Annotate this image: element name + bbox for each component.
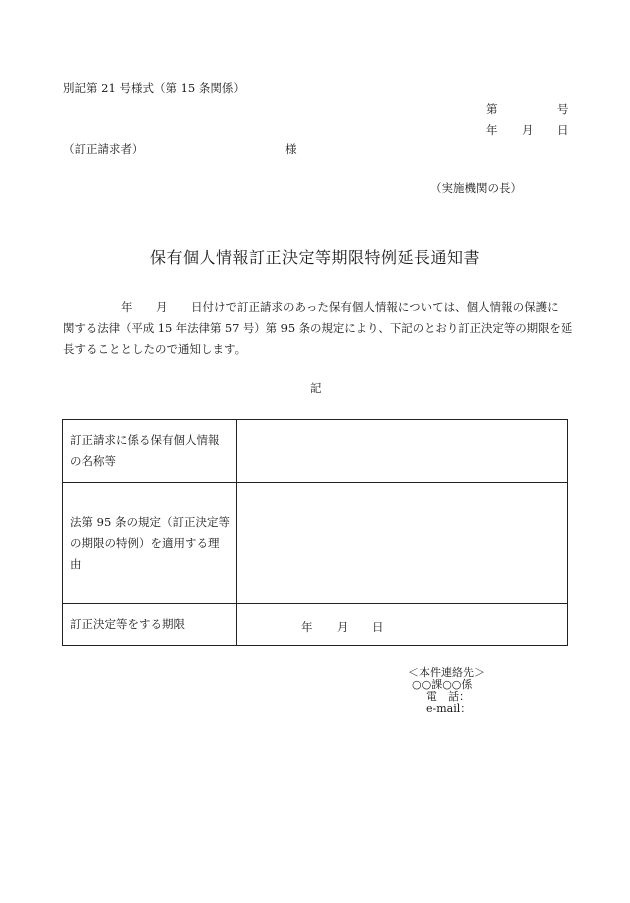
row1-label-line: 訂正請求に係る保有個人情報 (70, 433, 220, 447)
row2-label-line: 由 (70, 556, 82, 571)
body-line-2: 関する法律（平成 15 年法律第 57 号）第 95 条の規定により、下記のとおり訂正決定等の期限を延 (63, 321, 573, 335)
deadline-day: 日 (372, 620, 384, 634)
form-number-label: 別記第 21 号様式（第 15 条関係） (63, 81, 245, 95)
date-day: 日 (557, 123, 569, 137)
body-year: 年 (121, 300, 133, 314)
document-title: 保有個人情報訂正決定等期限特例延長通知書 (149, 248, 480, 267)
row2-label-line: の期限の特例）を適用する理 (70, 535, 220, 550)
body-line-1-rest: 日付けで訂正請求のあった保有個人情報については、個人情報の保護に (191, 300, 559, 314)
details-table (62, 419, 568, 646)
document-number-suffix: 号 (557, 102, 569, 116)
note-heading: 記 (310, 381, 322, 395)
body-line-3: 長することとしたので通知します。 (63, 342, 247, 356)
requester-label: （訂正請求者） (63, 142, 144, 156)
table-row-label (63, 483, 237, 604)
table-row (63, 483, 568, 604)
table-row-value (237, 604, 568, 646)
table-row (63, 420, 568, 483)
deadline-year: 年 (301, 620, 313, 634)
table-row-label (63, 420, 237, 483)
row1-label-line: の名称等 (70, 454, 116, 468)
contact-heading: ＜本件連絡先＞ (408, 666, 485, 679)
table-row-value (237, 483, 568, 604)
contact-section: ○○課○○係 (412, 678, 473, 691)
contact-email: e-mail： (426, 702, 472, 715)
date-year: 年 (486, 123, 498, 137)
table-row-label: 訂正決定等をする期限 (63, 604, 237, 646)
honorific: 様 (285, 142, 297, 156)
table-row (63, 604, 568, 646)
row2-label-line: 法第 95 条の規定（訂正決定等 (70, 514, 230, 529)
body-month: 月 (156, 300, 168, 314)
contact-phone: 電 話： (426, 690, 470, 703)
agency-head-label: （実施機関の長） (430, 181, 522, 195)
document-number-prefix: 第 (486, 102, 498, 116)
deadline-month: 月 (337, 620, 349, 634)
date-month: 月 (522, 123, 534, 137)
table-row-value (237, 420, 568, 483)
contact-block (408, 667, 485, 715)
